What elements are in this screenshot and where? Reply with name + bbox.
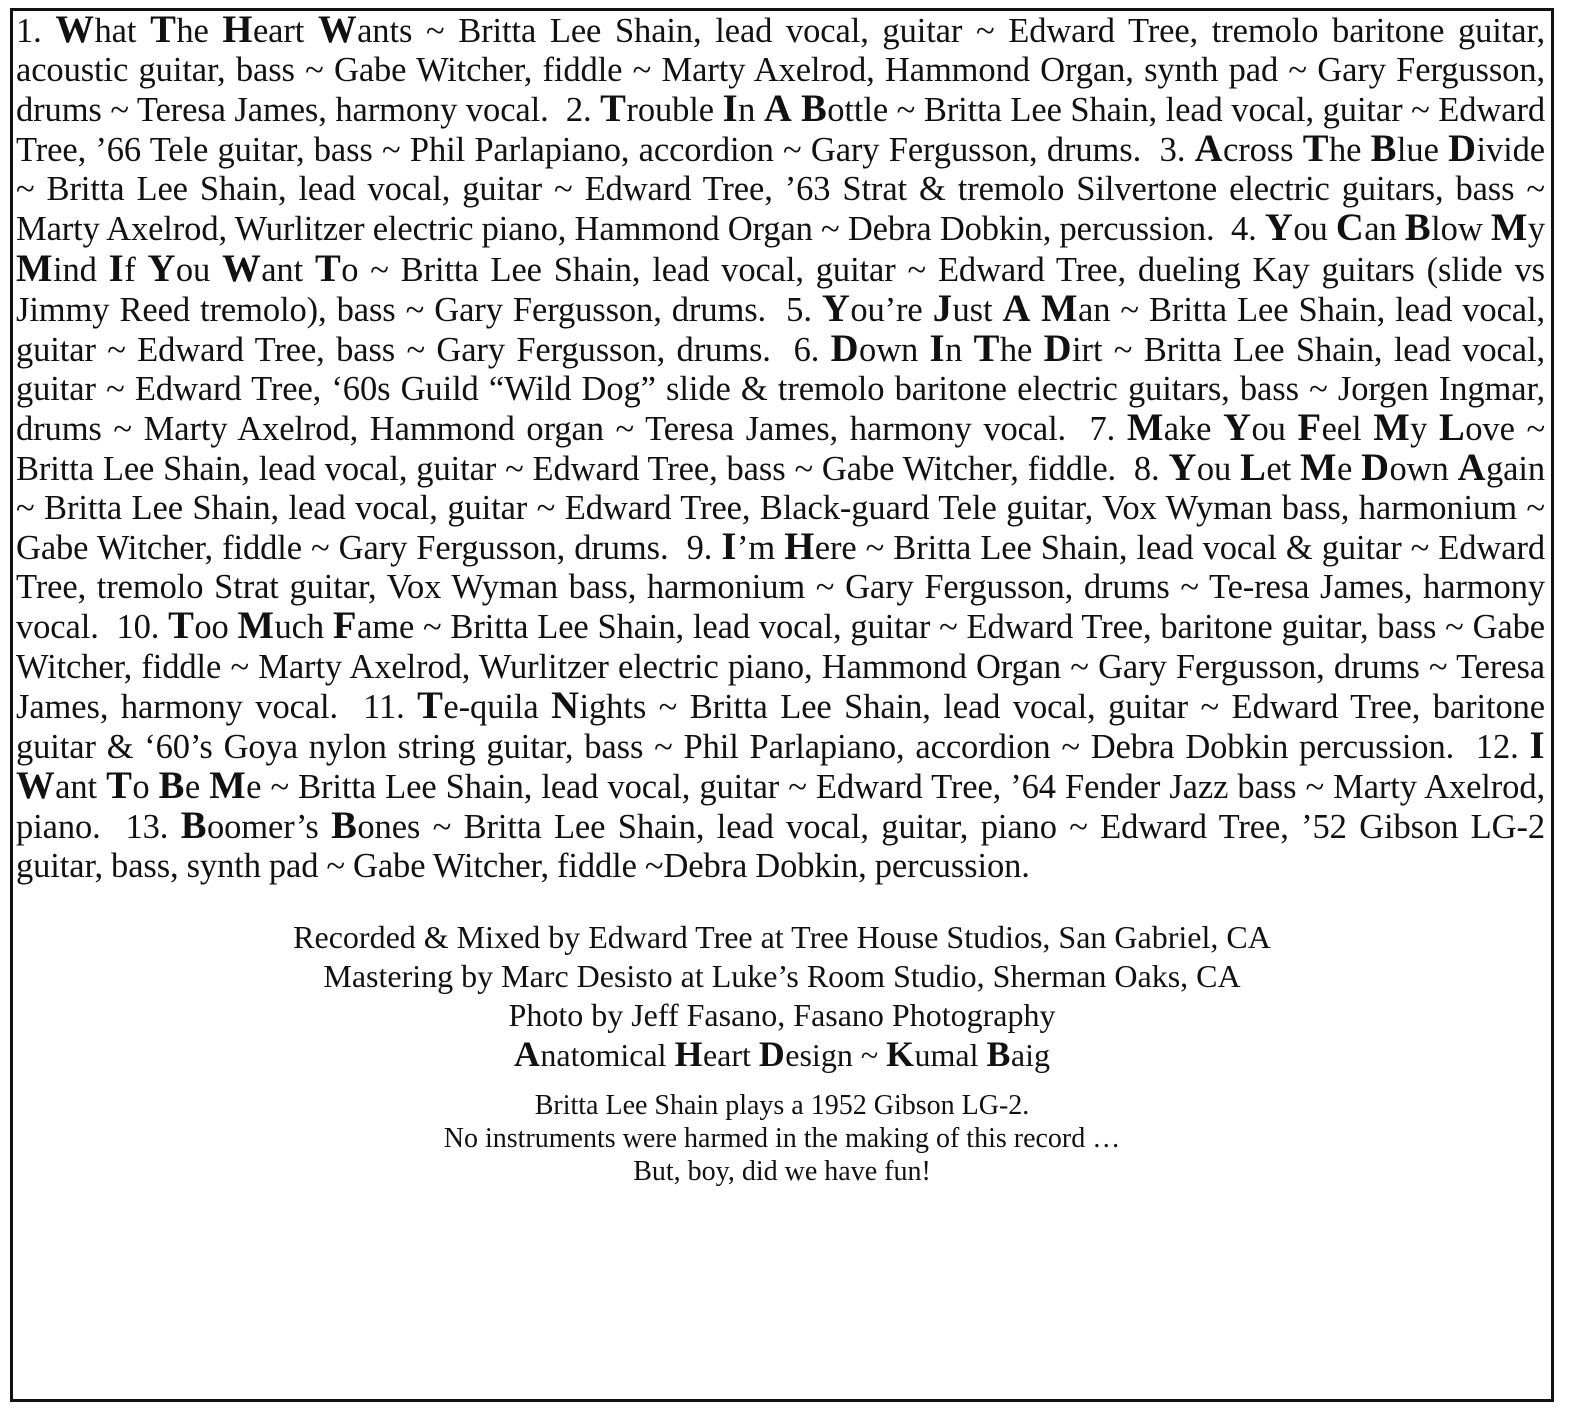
track-personnel: ~ Britta Lee Shain, lead vocal, guitar ~ Edward Tree, bass ~ Gabe Witcher, fiddle. (16, 409, 1546, 489)
track-personnel: ~ Britta Lee Shain, lead vocal, guitar ~ Edward Tree, baritone guitar, bass ~ Gabe Witcher, fiddle ~ Marty Axelrod, Wurlitzer electric piano, Hammond Organ ~ Gary Fergusson, drums ~ Teresa James, harmony vocal. (16, 608, 1545, 726)
track-number: 7. (1089, 409, 1127, 448)
track-title: Boomer’s Bones (180, 804, 421, 847)
track-number: 1. (16, 12, 56, 50)
track-title: You’re Just A Man (821, 287, 1111, 330)
liner-notes-panel (10, 8, 1554, 1402)
track-personnel: ~ Britta Lee Shain, lead vocal, guitar ~ Edward Tree, baritone guitar & ‘60’s Goya nylon string guitar, bass ~ Phil Parlapiano, accordion ~ Debra Dobkin percussion. (16, 687, 1545, 766)
track-personnel: ~ Britta Lee Shain, lead vocal, guitar ~ Edward Tree, ’66 Tele guitar, bass ~ Phil Parlapiano, accordion ~ Gary Fergusson, drums. (16, 91, 1545, 170)
recorded-mixed-line: Recorded & Mixed by Edward Tree at Tree House Studios, San Gabriel, CA (293, 919, 1271, 956)
track-title: I’m Here (721, 526, 857, 569)
track-title: Too Much Fame (168, 605, 415, 648)
track-title: Down In The Dirt (830, 327, 1103, 370)
note-line-2: No instruments were harmed in the making of this record … (443, 1123, 1121, 1155)
mastering-line: Mastering by Marc Desisto at Luke’s Room Studio, Sherman Oaks, CA (323, 958, 1241, 995)
track-title: Te-quila Nights (417, 684, 647, 727)
track-number: 9. (686, 529, 722, 568)
note-line-3: But, boy, did we have fun! (633, 1156, 931, 1188)
track-number: 4. (1231, 210, 1265, 249)
track-number: 6. (793, 330, 831, 369)
track-number: 3. (1159, 131, 1195, 170)
track-personnel: ~ Britta Lee Shain, lead vocal, guitar, piano ~ Edward Tree, ’52 Gibson LG-2 guitar, bass, synth pad ~ Gabe Witcher, fiddle ~Debra Dobkin, percussion. (16, 807, 1545, 885)
track-title: What The Heart Wants (55, 9, 413, 51)
track-personnel: ~ Britta Lee Shain, lead vocal, guitar ~ Edward Tree, dueling Kay guitars (slide vs Jimmy Reed tremolo), bass ~ Gary Fergusson, drums. (16, 250, 1545, 329)
track-number: 12. (1475, 727, 1530, 766)
track-number: 13. (125, 807, 181, 846)
track-title: I Want To Be Me (16, 724, 1545, 807)
track-title: You Let Me Down Again (1168, 447, 1545, 490)
production-credits (13, 918, 1551, 1075)
track-number: 2. (565, 91, 601, 130)
track-number: 5. (786, 290, 822, 329)
track-personnel: ~ Britta Lee Shain, lead vocal, guitar ~ Edward Tree, bass ~ Gary Fergusson, drums. (16, 290, 1546, 369)
track-personnel: ~ Britta Lee Shain, lead vocal & guitar ~ Edward Tree, tremolo Strat guitar, Vox Wyman bass, harmonium ~ Gary Fergusson, drums ~ Te-resa James, harmony vocal. (16, 529, 1545, 647)
track-personnel: ~ Britta Lee Shain, lead vocal, guitar ~ Edward Tree, ‘60s Guild “Wild Dog” slide & tremolo baritone electric guitars, bass ~ Jorgen Ingmar, drums ~ Marty Axelrod, Hammond organ ~ Teresa James, harmony vocal. (16, 330, 1545, 448)
track-personnel: ~ Britta Lee Shain, lead vocal, guitar ~ Edward Tree, ’63 Strat & tremolo Silvertone electric guitars, bass ~ Marty Axelrod, Wurlitzer electric piano, Hammond Organ ~ Debra Dobkin, percussion. (16, 170, 1545, 249)
track-title: Trouble In A Bottle (600, 88, 889, 131)
track-number: 10. (116, 608, 169, 647)
photo-line: Photo by Jeff Fasano, Fasano Photography (508, 997, 1056, 1034)
track-title: Make You Feel My Love (1126, 406, 1515, 449)
track-credits (13, 11, 1551, 886)
footer (13, 918, 1551, 1188)
track-title: You Can Blow My Mind If You Want To (16, 207, 1545, 290)
note-line-1: Britta Lee Shain plays a 1952 Gibson LG-2. (534, 1090, 1030, 1122)
track-title: Across The Blue Divide (1194, 128, 1546, 171)
track-personnel: ~ Britta Lee Shain, lead vocal, guitar ~ Edward Tree, tremolo baritone guitar, acoustic guitar, bass ~ Gabe Witcher, fiddle ~ Marty Axelrod, Hammond Organ, synth pad ~ Gary Fergusson, drums ~ Teresa James, harmony vocal. (16, 12, 1545, 130)
track-personnel: ~ Britta Lee Shain, lead vocal, guitar ~ Edward Tree, ’64 Fender Jazz bass ~ Marty Axelrod, piano. (16, 767, 1546, 846)
track-number: 11. (363, 687, 418, 726)
track-number: 8. (1133, 450, 1169, 489)
track-personnel: ~ Britta Lee Shain, lead vocal, guitar ~ Edward Tree, Black-guard Tele guitar, Vox Wyman bass, harmonium ~ Gabe Witcher, fiddle ~ Gary Fergusson, drums. (16, 489, 1545, 568)
closing-note (13, 1089, 1551, 1188)
design-line: Anatomical Heart Design ~ Kumal Baig (514, 1034, 1050, 1075)
